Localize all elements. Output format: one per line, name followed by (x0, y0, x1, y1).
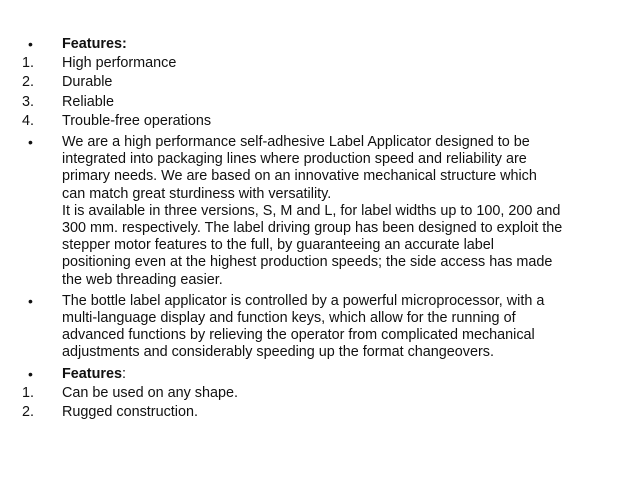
paragraph-line: adjustments and considerably speeding up the format changeovers. (62, 344, 494, 361)
paragraph-line: The bottle label applicator is controlled by a powerful microprocessor, with a (62, 292, 545, 309)
number-marker: 2. (22, 74, 35, 91)
paragraph-line: multi-language display and function keys, which allow for the running of (62, 310, 516, 327)
number-marker: 1. (22, 384, 35, 401)
bullet-marker: • (28, 292, 33, 309)
number-marker: 2. (22, 404, 35, 421)
features-heading-text: Features: (62, 36, 127, 52)
bullet-marker: • (28, 365, 33, 382)
feature-text: Reliable (62, 93, 114, 110)
feature-list-item (22, 94, 612, 111)
features-heading-item (22, 366, 612, 383)
bullet-marker: • (28, 134, 33, 151)
paragraph-line: 300 mm. respectively. The label driving group has been designed to exploit the (62, 220, 563, 237)
slide-content (22, 36, 612, 423)
feature-text: Trouble-free operations (62, 112, 212, 129)
paragraph-line: advanced functions by relieving the operator from complicated mechanical (62, 327, 535, 344)
paragraph-line: It is available in three versions, S, M and L, for label widths up to 100, 200 and (62, 202, 561, 219)
feature-text: Rugged construction. (62, 404, 198, 421)
paragraph-line: integrated into packaging lines where production speed and reliability are (62, 151, 527, 168)
feature-text: Can be used on any shape. (62, 384, 239, 401)
paragraph-line: can match great sturdiness with versatility. (62, 185, 332, 202)
number-marker: 3. (22, 93, 35, 110)
feature-text: Durable (62, 74, 113, 91)
microprocessor-paragraph-item (22, 293, 612, 362)
description-paragraph-item (22, 134, 612, 289)
feature-list-item (22, 404, 612, 421)
number-marker: 1. (22, 55, 35, 72)
feature-text: High performance (62, 55, 177, 72)
bullet-marker: • (28, 36, 33, 52)
feature-list-item (22, 113, 612, 130)
feature-list-item (22, 55, 612, 72)
feature-list-item (22, 74, 612, 91)
features-heading-colon: : (122, 365, 126, 382)
paragraph-line: primary needs. We are based on an innovative mechanical structure which (62, 168, 537, 185)
features-heading-text: Features (62, 365, 122, 382)
number-marker: 4. (22, 112, 35, 129)
features-heading-item (22, 36, 612, 53)
paragraph-line: We are a high performance self-adhesive Label Applicator designed to be (62, 134, 530, 151)
feature-list-item (22, 385, 612, 402)
paragraph-line: stepper motor features to the full, by guaranteeing an accurate label (62, 237, 494, 254)
paragraph-line: the web threading easier. (62, 271, 223, 288)
paragraph-line: positioning even at the highest production speeds; the side access has made (62, 254, 553, 271)
